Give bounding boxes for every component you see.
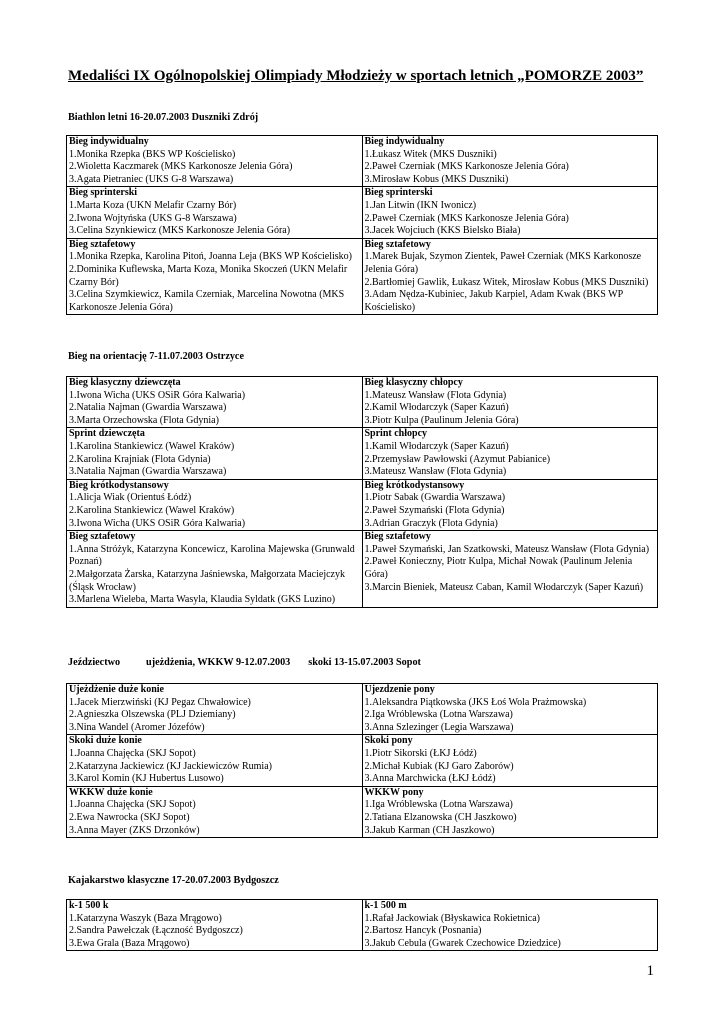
- bronze-entry: 3.Agata Pietraniec (UKS G-8 Warszawa): [69, 173, 234, 185]
- table-cell: [362, 136, 658, 187]
- table-cell: [67, 531, 363, 608]
- bronze-entry: 3.Anna Mayer (ZKS Drzonków): [69, 824, 200, 836]
- gold-entry: 1.Iga Wróblewska (Lotna Warszawa): [364, 799, 513, 811]
- silver-entry: 2.Bartłomiej Gawlik, Łukasz Witek, Mirosław Kobus (MKS Duszniki): [364, 276, 649, 288]
- bronze-entry: 3.Iwona Wicha (UKS OSiR Góra Kalwaria): [69, 517, 246, 529]
- silver-entry: 2.Agnieszka Olszewska (PLJ Dziemiany): [69, 709, 236, 721]
- silver-entry: 2.Ewa Nawrocka (SKJ Sopot): [69, 811, 190, 823]
- table-row: [67, 187, 658, 238]
- bronze-entry: 3.Anna Szlezinger (Legia Warszawa): [364, 721, 514, 733]
- table-cell: [362, 684, 658, 735]
- event-title: Sprint dziewczęta: [69, 428, 145, 440]
- gold-entry: 1.Jan Litwin (IKN Iwonicz): [364, 199, 477, 211]
- gold-entry: 1.Anna Stróżyk, Katarzyna Koncewicz, Karolina Majewska (Grunwald Poznań): [69, 543, 355, 568]
- section-heading-equestrian: [68, 657, 421, 668]
- silver-entry: 2.Iwona Wojtyńska (UKS G-8 Warszawa): [69, 212, 237, 224]
- gold-entry: 1.Rafał Jackowiak (Błyskawica Rokietnica): [364, 912, 540, 924]
- event-title: Bieg klasyczny dziewczęta: [69, 377, 181, 388]
- bronze-entry: 3.Jakub Karman (CH Jaszkowo): [364, 824, 495, 836]
- bronze-entry: 3.Celina Szynkiewicz (MKS Karkonosze Jelenia Góra): [69, 225, 291, 237]
- silver-entry: 2.Michał Kubiak (KJ Garo Zaborów): [364, 760, 514, 772]
- silver-entry: 2.Wioletta Kaczmarek (MKS Karkonosze Jelenia Góra): [69, 161, 293, 173]
- table-cell: [362, 531, 658, 608]
- table-cell: [362, 900, 658, 951]
- medal-table-equestrian: [66, 683, 658, 838]
- event-title: Bieg sztafetowy: [69, 531, 136, 543]
- silver-entry: 2.Tatiana Elzanowska (CH Jaszkowo): [364, 811, 517, 823]
- bronze-entry: 3.Piotr Kulpa (Paulinum Jelenia Góra): [364, 414, 519, 426]
- gold-entry: 1.Aleksandra Piątkowska (JKS Łoś Wola Prażmowska): [364, 696, 587, 708]
- event-title: Bieg sztafetowy: [364, 531, 431, 543]
- table-row: [67, 428, 658, 479]
- table-row: [67, 735, 658, 786]
- event-title: Bieg indywidualny: [364, 136, 445, 147]
- bronze-entry: 3.Nina Wandel (Aromer Józefów): [69, 721, 205, 733]
- bronze-entry: 3.Celina Szymkiewicz, Kamila Czerniak, Marcelina Nowotna (MKS Karkonosze Jelenia Góra): [69, 289, 345, 313]
- table-cell: [362, 428, 658, 479]
- table-cell: [67, 900, 363, 951]
- silver-entry: 2.Paweł Czerniak (MKS Karkonosze Jelenia Góra): [364, 161, 569, 173]
- silver-entry: 2.Natalia Najman (Gwardia Warszawa): [69, 402, 227, 414]
- table-cell: [362, 187, 658, 238]
- event-title: WKKW pony: [364, 786, 424, 798]
- section-heading-canoeing: Kajakarstwo klasyczne 17-20.07.2003 Bydgoszcz: [68, 875, 279, 886]
- event-title: Bieg krótkodystansowy: [69, 479, 169, 491]
- gold-entry: 1.Mateusz Wansław (Flota Gdynia): [364, 389, 507, 401]
- event-title: k-1 500 k: [69, 900, 109, 911]
- silver-entry: 2.Przemysław Pawłowski (Azymut Pabianice): [364, 453, 551, 465]
- event-title: Bieg indywidualny: [69, 136, 149, 147]
- event-title: Sprint chłopcy: [364, 428, 428, 440]
- event-title: Skoki pony: [364, 735, 413, 747]
- section-heading-orienteering: Bieg na orientację 7-11.07.2003 Ostrzyce: [68, 351, 244, 362]
- event-title: Bieg krótkodystansowy: [364, 479, 465, 491]
- table-row: [67, 238, 658, 315]
- bronze-entry: 3.Ewa Grala (Baza Mrągowo): [69, 937, 190, 949]
- event-title: k-1 500 m: [364, 900, 407, 911]
- medal-table-orienteering: [66, 376, 658, 608]
- gold-entry: 1.Monika Rzepka, Karolina Pitoń, Joanna Leja (BKS WP Kościelisko): [69, 251, 353, 263]
- bronze-entry: 3.Mateusz Wansław (Flota Gdynia): [364, 466, 507, 478]
- event-title: Ujezdzenie pony: [364, 684, 435, 695]
- medal-table-canoeing: [66, 899, 658, 951]
- bronze-entry: 3.Jacek Wojciuch (KKS Bielsko Biała): [364, 225, 521, 237]
- event-title: Bieg sztafetowy: [364, 238, 431, 250]
- gold-entry: 1.Karolina Stankiewicz (Wawel Kraków): [69, 440, 235, 452]
- silver-entry: 2.Karolina Krajniak (Flota Gdynia): [69, 453, 211, 465]
- silver-entry: 2.Karolina Stankiewicz (Wawel Kraków): [69, 504, 235, 516]
- table-cell: [362, 238, 658, 315]
- table-row: [67, 786, 658, 837]
- silver-entry: 2.Paweł Czerniak (MKS Karkonosze Jelenia Góra): [364, 212, 569, 224]
- table-row: [67, 900, 658, 951]
- table-row: [67, 136, 658, 187]
- event-title: Bieg sprinterski: [364, 187, 433, 199]
- table-cell: [67, 136, 363, 187]
- bronze-entry: 3.Adrian Graczyk (Flota Gdynia): [364, 517, 498, 529]
- gold-entry: 1.Kamil Włodarczyk (Saper Kazuń): [364, 440, 509, 452]
- medal-table-biathlon: [66, 135, 658, 315]
- silver-entry: 2.Iga Wróblewska (Lotna Warszawa): [364, 709, 513, 721]
- bronze-entry: 3.Karol Komin (KJ Hubertus Lusowo): [69, 773, 224, 785]
- heading-part: ujeżdżenia, WKKW 9-12.07.2003: [146, 657, 291, 668]
- table-cell: [67, 786, 363, 837]
- silver-entry: 2.Paweł Szymański (Flota Gdynia): [364, 504, 505, 516]
- table-cell: [67, 735, 363, 786]
- silver-entry: 2.Bartosz Hancyk (Posnania): [364, 925, 482, 937]
- table-cell: [67, 428, 363, 479]
- silver-entry: 2.Kamil Włodarczyk (Saper Kazuń): [364, 402, 509, 414]
- silver-entry: 2.Paweł Konieczny, Piotr Kulpa, Michał Nowak (Paulinum Jelenia Góra): [364, 556, 633, 580]
- table-row: [67, 684, 658, 735]
- gold-entry: 1.Monika Rzepka (BKS WP Kościelisko): [69, 148, 236, 160]
- table-row: [67, 531, 658, 608]
- gold-entry: 1.Jacek Mierzwiński (KJ Pegaz Chwałowice): [69, 696, 251, 708]
- gold-entry: 1.Katarzyna Waszyk (Baza Mrągowo): [69, 912, 222, 924]
- silver-entry: 2.Dominika Kuflewska, Marta Koza, Monika Skoczeń (UKN Melafir Czarny Bór): [69, 263, 348, 288]
- gold-entry: 1.Joanna Chajęcka (SKJ Sopot): [69, 747, 196, 759]
- gold-entry: 1.Łukasz Witek (MKS Duszniki): [364, 148, 497, 160]
- bronze-entry: 3.Anna Marchwicka (ŁKJ Łódź): [364, 773, 496, 785]
- bronze-entry: 3.Jakub Cebula (Gwarek Czechowice Dziedzice): [364, 937, 561, 949]
- table-cell: [67, 479, 363, 530]
- heading-part: skoki 13-15.07.2003 Sopot: [308, 657, 421, 668]
- gold-entry: 1.Joanna Chajęcka (SKJ Sopot): [69, 799, 196, 811]
- table-cell: [362, 377, 658, 428]
- silver-entry: 2.Sandra Pawełczak (Łączność Bydgoszcz): [69, 925, 243, 937]
- table-cell: [67, 684, 363, 735]
- table-cell: [362, 735, 658, 786]
- heading-part: Jeździectwo: [68, 657, 121, 668]
- event-title: WKKW duże konie: [69, 786, 153, 798]
- bronze-entry: 3.Marta Orzechowska (Flota Gdynia): [69, 414, 219, 426]
- event-title: Skoki duże konie: [69, 735, 142, 747]
- bronze-entry: 3.Mirosław Kobus (MKS Duszniki): [364, 173, 509, 185]
- gold-entry: 1.Alicja Wiak (Orientuś Łódź): [69, 492, 192, 504]
- event-title: Ujeżdżenie duże konie: [69, 684, 164, 695]
- event-title: Bieg klasyczny chłopcy: [364, 377, 463, 388]
- table-row: [67, 377, 658, 428]
- table-cell: [67, 187, 363, 238]
- table-cell: [67, 238, 363, 315]
- page-number: 1: [646, 963, 654, 979]
- bronze-entry: 3.Marcin Bieniek, Mateusz Caban, Kamil Włodarczyk (Saper Kazuń): [364, 581, 644, 593]
- gold-entry: 1.Marek Bujak, Szymon Zientek, Paweł Czerniak (MKS Karkonosze Jelenia Góra): [364, 251, 642, 275]
- table-cell: [67, 377, 363, 428]
- event-title: Bieg sztafetowy: [69, 238, 136, 250]
- table-row: [67, 479, 658, 530]
- table-cell: [362, 479, 658, 530]
- bronze-entry: 3.Marlena Wieleba, Marta Wasyla, Klaudia Syldatk (GKS Luzino): [69, 594, 336, 606]
- page-title: Medaliści IX Ogólnopolskiej Olimpiady Młodzieży w sportach letnich „POMORZE 2003”: [68, 68, 644, 84]
- bronze-entry: 3.Natalia Najman (Gwardia Warszawa): [69, 466, 227, 478]
- gold-entry: 1.Piotr Sikorski (ŁKJ Łódź): [364, 747, 477, 759]
- gold-entry: 1.Marta Koza (UKN Melafir Czarny Bór): [69, 199, 237, 211]
- event-title: Bieg sprinterski: [69, 187, 138, 199]
- table-cell: [362, 786, 658, 837]
- gold-entry: 1.Paweł Szymański, Jan Szatkowski, Mateusz Wansław (Flota Gdynia): [364, 543, 650, 555]
- section-heading-biathlon: Biathlon letni 16-20.07.2003 Duszniki Zdrój: [68, 112, 259, 123]
- gold-entry: 1.Iwona Wicha (UKS OSiR Góra Kalwaria): [69, 389, 246, 401]
- bronze-entry: 3.Adam Nędza-Kubiniec, Jakub Karpiel, Adam Kwak (BKS WP Kościelisko): [364, 289, 623, 313]
- silver-entry: 2.Małgorzata Żarska, Katarzyna Jaśniewska, Małgorzata Maciejczyk (Śląsk Wrocław): [69, 568, 345, 593]
- silver-entry: 2.Katarzyna Jackiewicz (KJ Jackiewiczów Rumia): [69, 760, 272, 772]
- gold-entry: 1.Piotr Sabak (Gwardia Warszawa): [364, 492, 506, 504]
